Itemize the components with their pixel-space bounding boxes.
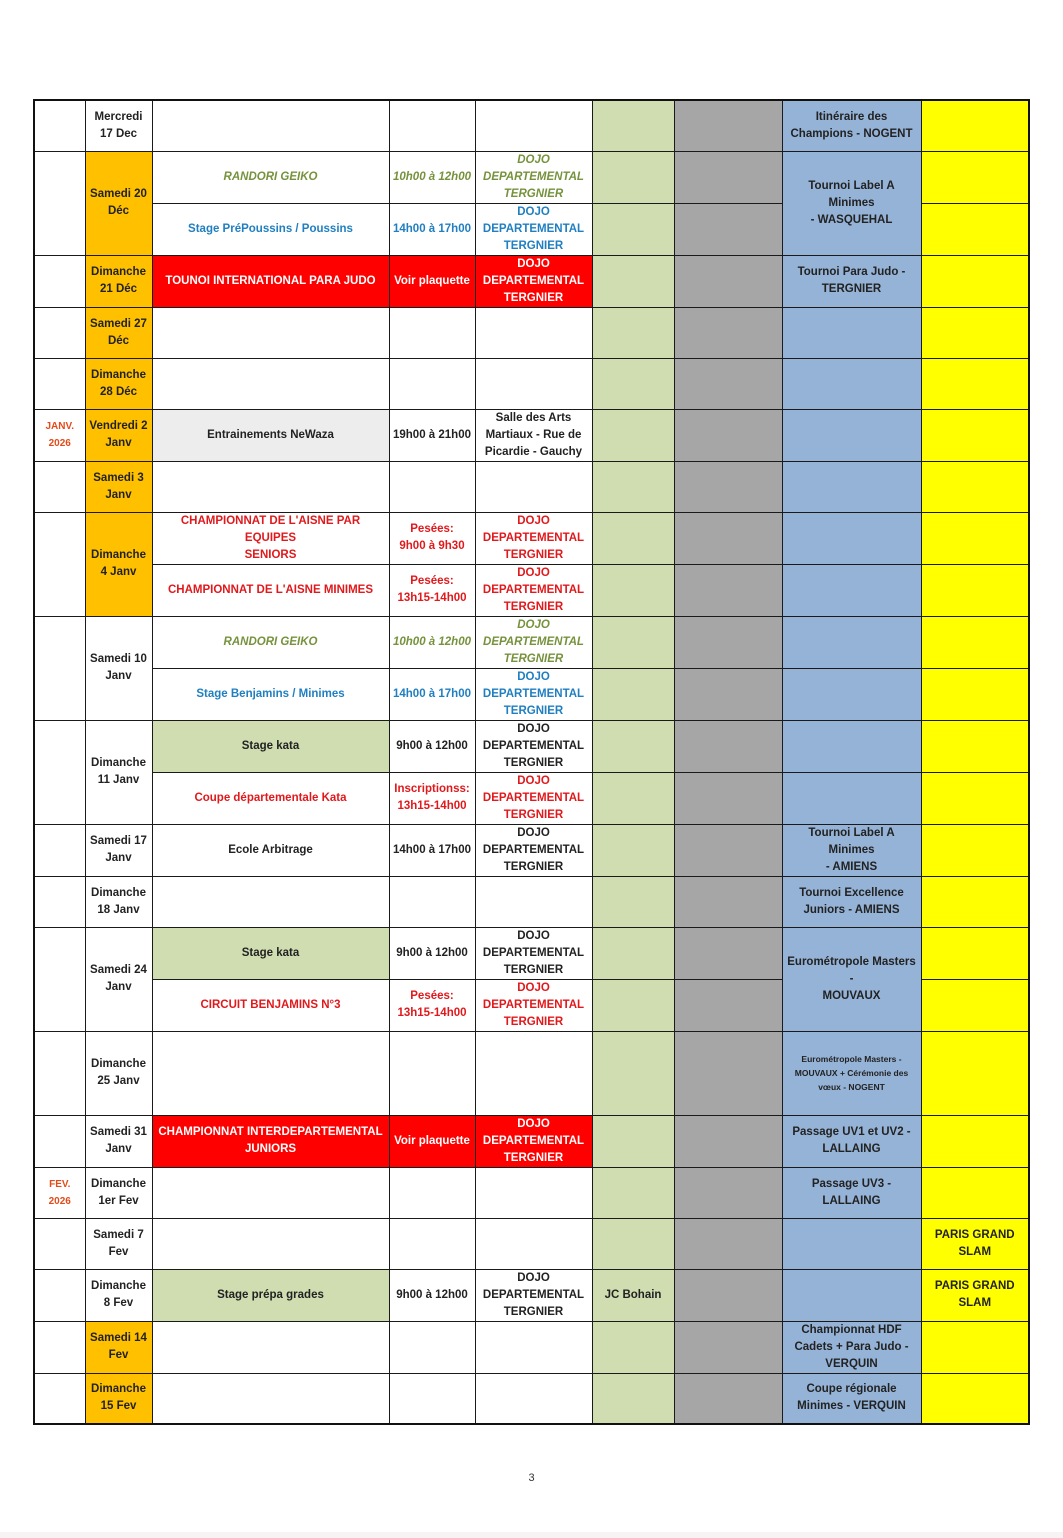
grey-cell: [674, 358, 782, 409]
place-cell: DOJO DEPARTEMENTAL TERGNIER: [475, 1269, 592, 1321]
time-cell: 9h00 à 12h00: [389, 1269, 475, 1321]
event-cell: CHAMPIONNAT DE L'AISNE MINIMES: [152, 564, 389, 616]
grey-cell: [674, 668, 782, 720]
month-cell: [34, 255, 85, 307]
regional-cell: [782, 1218, 921, 1269]
regional-cell: [782, 461, 921, 512]
club-cell: [592, 1031, 674, 1115]
club-cell: [592, 824, 674, 876]
grey-cell: [674, 151, 782, 203]
date-cell: Samedi 24 Janv: [85, 927, 152, 1031]
grey-cell: [674, 100, 782, 151]
table-row: [34, 668, 1029, 720]
club-cell: [592, 307, 674, 358]
date-cell: Samedi 14 Fev: [85, 1321, 152, 1373]
date-cell: Samedi 20 Déc: [85, 151, 152, 255]
month-cell: [34, 1031, 85, 1115]
month-cell: [34, 1373, 85, 1424]
club-cell: [592, 772, 674, 824]
place-cell: [475, 461, 592, 512]
grey-cell: [674, 1321, 782, 1373]
month-cell: [34, 616, 85, 720]
table-row: [34, 512, 1029, 564]
grey-cell: [674, 772, 782, 824]
club-cell: [592, 876, 674, 927]
event-cell: Stage prépa grades: [152, 1269, 389, 1321]
table-row: [34, 1167, 1029, 1218]
date-cell: Dimanche 4 Janv: [85, 512, 152, 616]
time-cell: [389, 1373, 475, 1424]
place-cell: [475, 1218, 592, 1269]
event-cell: [152, 1167, 389, 1218]
date-cell: Mercredi 17 Dec: [85, 100, 152, 151]
place-cell: [475, 358, 592, 409]
regional-cell: Passage UV3 - LALLAING: [782, 1167, 921, 1218]
time-cell: 19h00 à 21h00: [389, 409, 475, 461]
regional-cell: [782, 616, 921, 668]
event-cell: [152, 100, 389, 151]
event-cell: CHAMPIONNAT INTERDEPARTEMENTAL JUNIORS: [152, 1115, 389, 1167]
club-cell: [592, 616, 674, 668]
time-cell: 14h00 à 17h00: [389, 203, 475, 255]
table-row: [34, 151, 1029, 203]
place-cell: DOJO DEPARTEMENTAL TERGNIER: [475, 616, 592, 668]
time-cell: 14h00 à 17h00: [389, 824, 475, 876]
time-cell: Pesées: 9h00 à 9h30: [389, 512, 475, 564]
international-cell: [921, 1031, 1029, 1115]
month-cell: [34, 1115, 85, 1167]
table-row: [34, 1373, 1029, 1424]
international-cell: [921, 255, 1029, 307]
event-cell: CHAMPIONNAT DE L'AISNE PAR EQUIPES SENIORS: [152, 512, 389, 564]
club-cell: [592, 1373, 674, 1424]
grey-cell: [674, 824, 782, 876]
international-cell: [921, 876, 1029, 927]
date-cell: Dimanche 8 Fev: [85, 1269, 152, 1321]
time-cell: [389, 1167, 475, 1218]
date-cell: Samedi 17 Janv: [85, 824, 152, 876]
month-cell: [34, 1269, 85, 1321]
time-cell: Pesées: 13h15-14h00: [389, 564, 475, 616]
international-cell: [921, 616, 1029, 668]
international-cell: [921, 927, 1029, 979]
regional-cell: [782, 720, 921, 772]
club-cell: JC Bohain: [592, 1269, 674, 1321]
regional-cell: Passage UV1 et UV2 - LALLAING: [782, 1115, 921, 1167]
table-row: [34, 564, 1029, 616]
place-cell: [475, 1373, 592, 1424]
time-cell: Pesées: 13h15-14h00: [389, 979, 475, 1031]
time-cell: 9h00 à 12h00: [389, 720, 475, 772]
regional-cell: Itinéraire des Champions - NOGENT: [782, 100, 921, 151]
club-cell: [592, 1167, 674, 1218]
table-row: [34, 927, 1029, 979]
place-cell: DOJO DEPARTEMENTAL TERGNIER: [475, 824, 592, 876]
international-cell: PARIS GRAND SLAM: [921, 1269, 1029, 1321]
date-cell: Samedi 31 Janv: [85, 1115, 152, 1167]
event-cell: [152, 307, 389, 358]
club-cell: [592, 1218, 674, 1269]
regional-cell: Tournoi Label A Minimes - AMIENS: [782, 824, 921, 876]
international-cell: [921, 461, 1029, 512]
regional-cell: Tournoi Label A Minimes - WASQUEHAL: [782, 151, 921, 255]
regional-cell: [782, 1269, 921, 1321]
event-cell: Stage kata: [152, 720, 389, 772]
table-row: [34, 409, 1029, 461]
international-cell: [921, 512, 1029, 564]
place-cell: DOJO DEPARTEMENTAL TERGNIER: [475, 203, 592, 255]
club-cell: [592, 358, 674, 409]
month-cell: [34, 1218, 85, 1269]
event-cell: [152, 1321, 389, 1373]
place-cell: [475, 1031, 592, 1115]
regional-cell: Championnat HDF Cadets + Para Judo - VERQUIN: [782, 1321, 921, 1373]
grey-cell: [674, 203, 782, 255]
grey-cell: [674, 1373, 782, 1424]
table-row: [34, 358, 1029, 409]
international-cell: [921, 358, 1029, 409]
month-cell: [34, 512, 85, 616]
club-cell: [592, 409, 674, 461]
date-cell: Dimanche 21 Déc: [85, 255, 152, 307]
club-cell: [592, 1115, 674, 1167]
grey-cell: [674, 1218, 782, 1269]
international-cell: [921, 1321, 1029, 1373]
grey-cell: [674, 1031, 782, 1115]
grey-cell: [674, 616, 782, 668]
club-cell: [592, 100, 674, 151]
time-cell: [389, 461, 475, 512]
international-cell: [921, 564, 1029, 616]
club-cell: [592, 720, 674, 772]
event-cell: Stage Benjamins / Minimes: [152, 668, 389, 720]
club-cell: [592, 1321, 674, 1373]
time-cell: Inscriptionss: 13h15-14h00: [389, 772, 475, 824]
international-cell: [921, 1167, 1029, 1218]
grey-cell: [674, 1115, 782, 1167]
club-cell: [592, 927, 674, 979]
time-cell: [389, 307, 475, 358]
time-cell: 9h00 à 12h00: [389, 927, 475, 979]
grey-cell: [674, 564, 782, 616]
club-cell: [592, 564, 674, 616]
grey-cell: [674, 927, 782, 979]
regional-cell: Tournoi Excellence Juniors - AMIENS: [782, 876, 921, 927]
table-row: [34, 1269, 1029, 1321]
table-row: [34, 1321, 1029, 1373]
place-cell: DOJO DEPARTEMENTAL TERGNIER: [475, 720, 592, 772]
international-cell: PARIS GRAND SLAM: [921, 1218, 1029, 1269]
table-row: [34, 461, 1029, 512]
table-row: [34, 307, 1029, 358]
grey-cell: [674, 979, 782, 1031]
international-cell: [921, 307, 1029, 358]
grey-cell: [674, 1269, 782, 1321]
month-cell: [34, 100, 85, 151]
place-cell: DOJO DEPARTEMENTAL TERGNIER: [475, 668, 592, 720]
regional-cell: [782, 358, 921, 409]
place-cell: [475, 876, 592, 927]
regional-cell: [782, 512, 921, 564]
event-cell: Entrainements NeWaza: [152, 409, 389, 461]
place-cell: DOJO DEPARTEMENTAL TERGNIER: [475, 927, 592, 979]
month-cell: [34, 307, 85, 358]
date-cell: Samedi 10 Janv: [85, 616, 152, 720]
regional-cell: Tournoi Para Judo - TERGNIER: [782, 255, 921, 307]
calendar-table: [33, 99, 1030, 1425]
place-cell: DOJO DEPARTEMENTAL TERGNIER: [475, 151, 592, 203]
table-row: [34, 772, 1029, 824]
international-cell: [921, 409, 1029, 461]
event-cell: Ecole Arbitrage: [152, 824, 389, 876]
place-cell: [475, 1321, 592, 1373]
regional-cell: Eurométropole Masters - MOUVAUX: [782, 927, 921, 1031]
regional-cell: [782, 772, 921, 824]
month-cell: [34, 358, 85, 409]
place-cell: DOJO DEPARTEMENTAL TERGNIER: [475, 979, 592, 1031]
international-cell: [921, 1373, 1029, 1424]
table-row: [34, 1218, 1029, 1269]
time-cell: [389, 876, 475, 927]
club-cell: [592, 151, 674, 203]
date-cell: Dimanche 18 Janv: [85, 876, 152, 927]
time-cell: 10h00 à 12h00: [389, 151, 475, 203]
event-cell: Coupe départementale Kata: [152, 772, 389, 824]
date-cell: Dimanche 28 Déc: [85, 358, 152, 409]
event-cell: [152, 358, 389, 409]
club-cell: [592, 979, 674, 1031]
page-number: 3: [528, 1472, 535, 1484]
month-cell: [34, 824, 85, 876]
international-cell: [921, 772, 1029, 824]
international-cell: [921, 668, 1029, 720]
international-cell: [921, 1115, 1029, 1167]
club-cell: [592, 203, 674, 255]
regional-cell: Coupe régionale Minimes - VERQUIN: [782, 1373, 921, 1424]
date-cell: Dimanche 11 Janv: [85, 720, 152, 824]
time-cell: [389, 1218, 475, 1269]
event-cell: CIRCUIT BENJAMINS N°3: [152, 979, 389, 1031]
table-row: [34, 1031, 1029, 1115]
place-cell: Salle des Arts Martiaux - Rue de Picardie - Gauchy: [475, 409, 592, 461]
place-cell: [475, 100, 592, 151]
international-cell: [921, 824, 1029, 876]
place-cell: DOJO DEPARTEMENTAL TERGNIER: [475, 564, 592, 616]
time-cell: [389, 358, 475, 409]
place-cell: DOJO DEPARTEMENTAL TERGNIER: [475, 1115, 592, 1167]
grey-cell: [674, 1167, 782, 1218]
table-row: [34, 100, 1029, 151]
event-cell: [152, 1373, 389, 1424]
date-cell: Dimanche 15 Fev: [85, 1373, 152, 1424]
regional-cell: [782, 409, 921, 461]
international-cell: [921, 100, 1029, 151]
club-cell: [592, 512, 674, 564]
table-row: [34, 876, 1029, 927]
table-row: [34, 1115, 1029, 1167]
event-cell: RANDORI GEIKO: [152, 151, 389, 203]
place-cell: DOJO DEPARTEMENTAL TERGNIER: [475, 255, 592, 307]
grey-cell: [674, 720, 782, 772]
event-cell: [152, 876, 389, 927]
event-cell: TOUNOI INTERNATIONAL PARA JUDO: [152, 255, 389, 307]
event-cell: Stage PréPoussins / Poussins: [152, 203, 389, 255]
grey-cell: [674, 409, 782, 461]
regional-cell: [782, 668, 921, 720]
club-cell: [592, 461, 674, 512]
month-cell: [34, 720, 85, 824]
date-cell: Dimanche 1er Fev: [85, 1167, 152, 1218]
month-cell: [34, 461, 85, 512]
club-cell: [592, 255, 674, 307]
grey-cell: [674, 876, 782, 927]
time-cell: [389, 1031, 475, 1115]
international-cell: [921, 151, 1029, 203]
date-cell: Samedi 3 Janv: [85, 461, 152, 512]
date-cell: Dimanche 25 Janv: [85, 1031, 152, 1115]
time-cell: 10h00 à 12h00: [389, 616, 475, 668]
time-cell: Voir plaquette: [389, 255, 475, 307]
date-cell: Samedi 7 Fev: [85, 1218, 152, 1269]
month-cell: [34, 876, 85, 927]
international-cell: [921, 979, 1029, 1031]
club-cell: [592, 668, 674, 720]
month-cell: [34, 927, 85, 1031]
event-cell: Stage kata: [152, 927, 389, 979]
grey-cell: [674, 512, 782, 564]
regional-cell: [782, 564, 921, 616]
month-cell: [34, 151, 85, 255]
grey-cell: [674, 461, 782, 512]
regional-cell: Eurométropole Masters - MOUVAUX + Cérémonie des vœux - NOGENT: [782, 1031, 921, 1115]
event-cell: [152, 1031, 389, 1115]
date-cell: Vendredi 2 Janv: [85, 409, 152, 461]
event-cell: [152, 461, 389, 512]
place-cell: [475, 1167, 592, 1218]
time-cell: Voir plaquette: [389, 1115, 475, 1167]
table-row: [34, 616, 1029, 668]
month-cell: [34, 1321, 85, 1373]
time-cell: 14h00 à 17h00: [389, 668, 475, 720]
month-label: JANV. 2026: [34, 409, 85, 461]
table-row: [34, 255, 1029, 307]
grey-cell: [674, 307, 782, 358]
month-label: FEV. 2026: [34, 1167, 85, 1218]
event-cell: [152, 1218, 389, 1269]
regional-cell: [782, 307, 921, 358]
time-cell: [389, 1321, 475, 1373]
time-cell: [389, 100, 475, 151]
international-cell: [921, 720, 1029, 772]
table-row: [34, 824, 1029, 876]
event-cell: RANDORI GEIKO: [152, 616, 389, 668]
place-cell: DOJO DEPARTEMENTAL TERGNIER: [475, 512, 592, 564]
international-cell: [921, 203, 1029, 255]
grey-cell: [674, 255, 782, 307]
place-cell: [475, 307, 592, 358]
place-cell: DOJO DEPARTEMENTAL TERGNIER: [475, 772, 592, 824]
table-row: [34, 720, 1029, 772]
date-cell: Samedi 27 Déc: [85, 307, 152, 358]
